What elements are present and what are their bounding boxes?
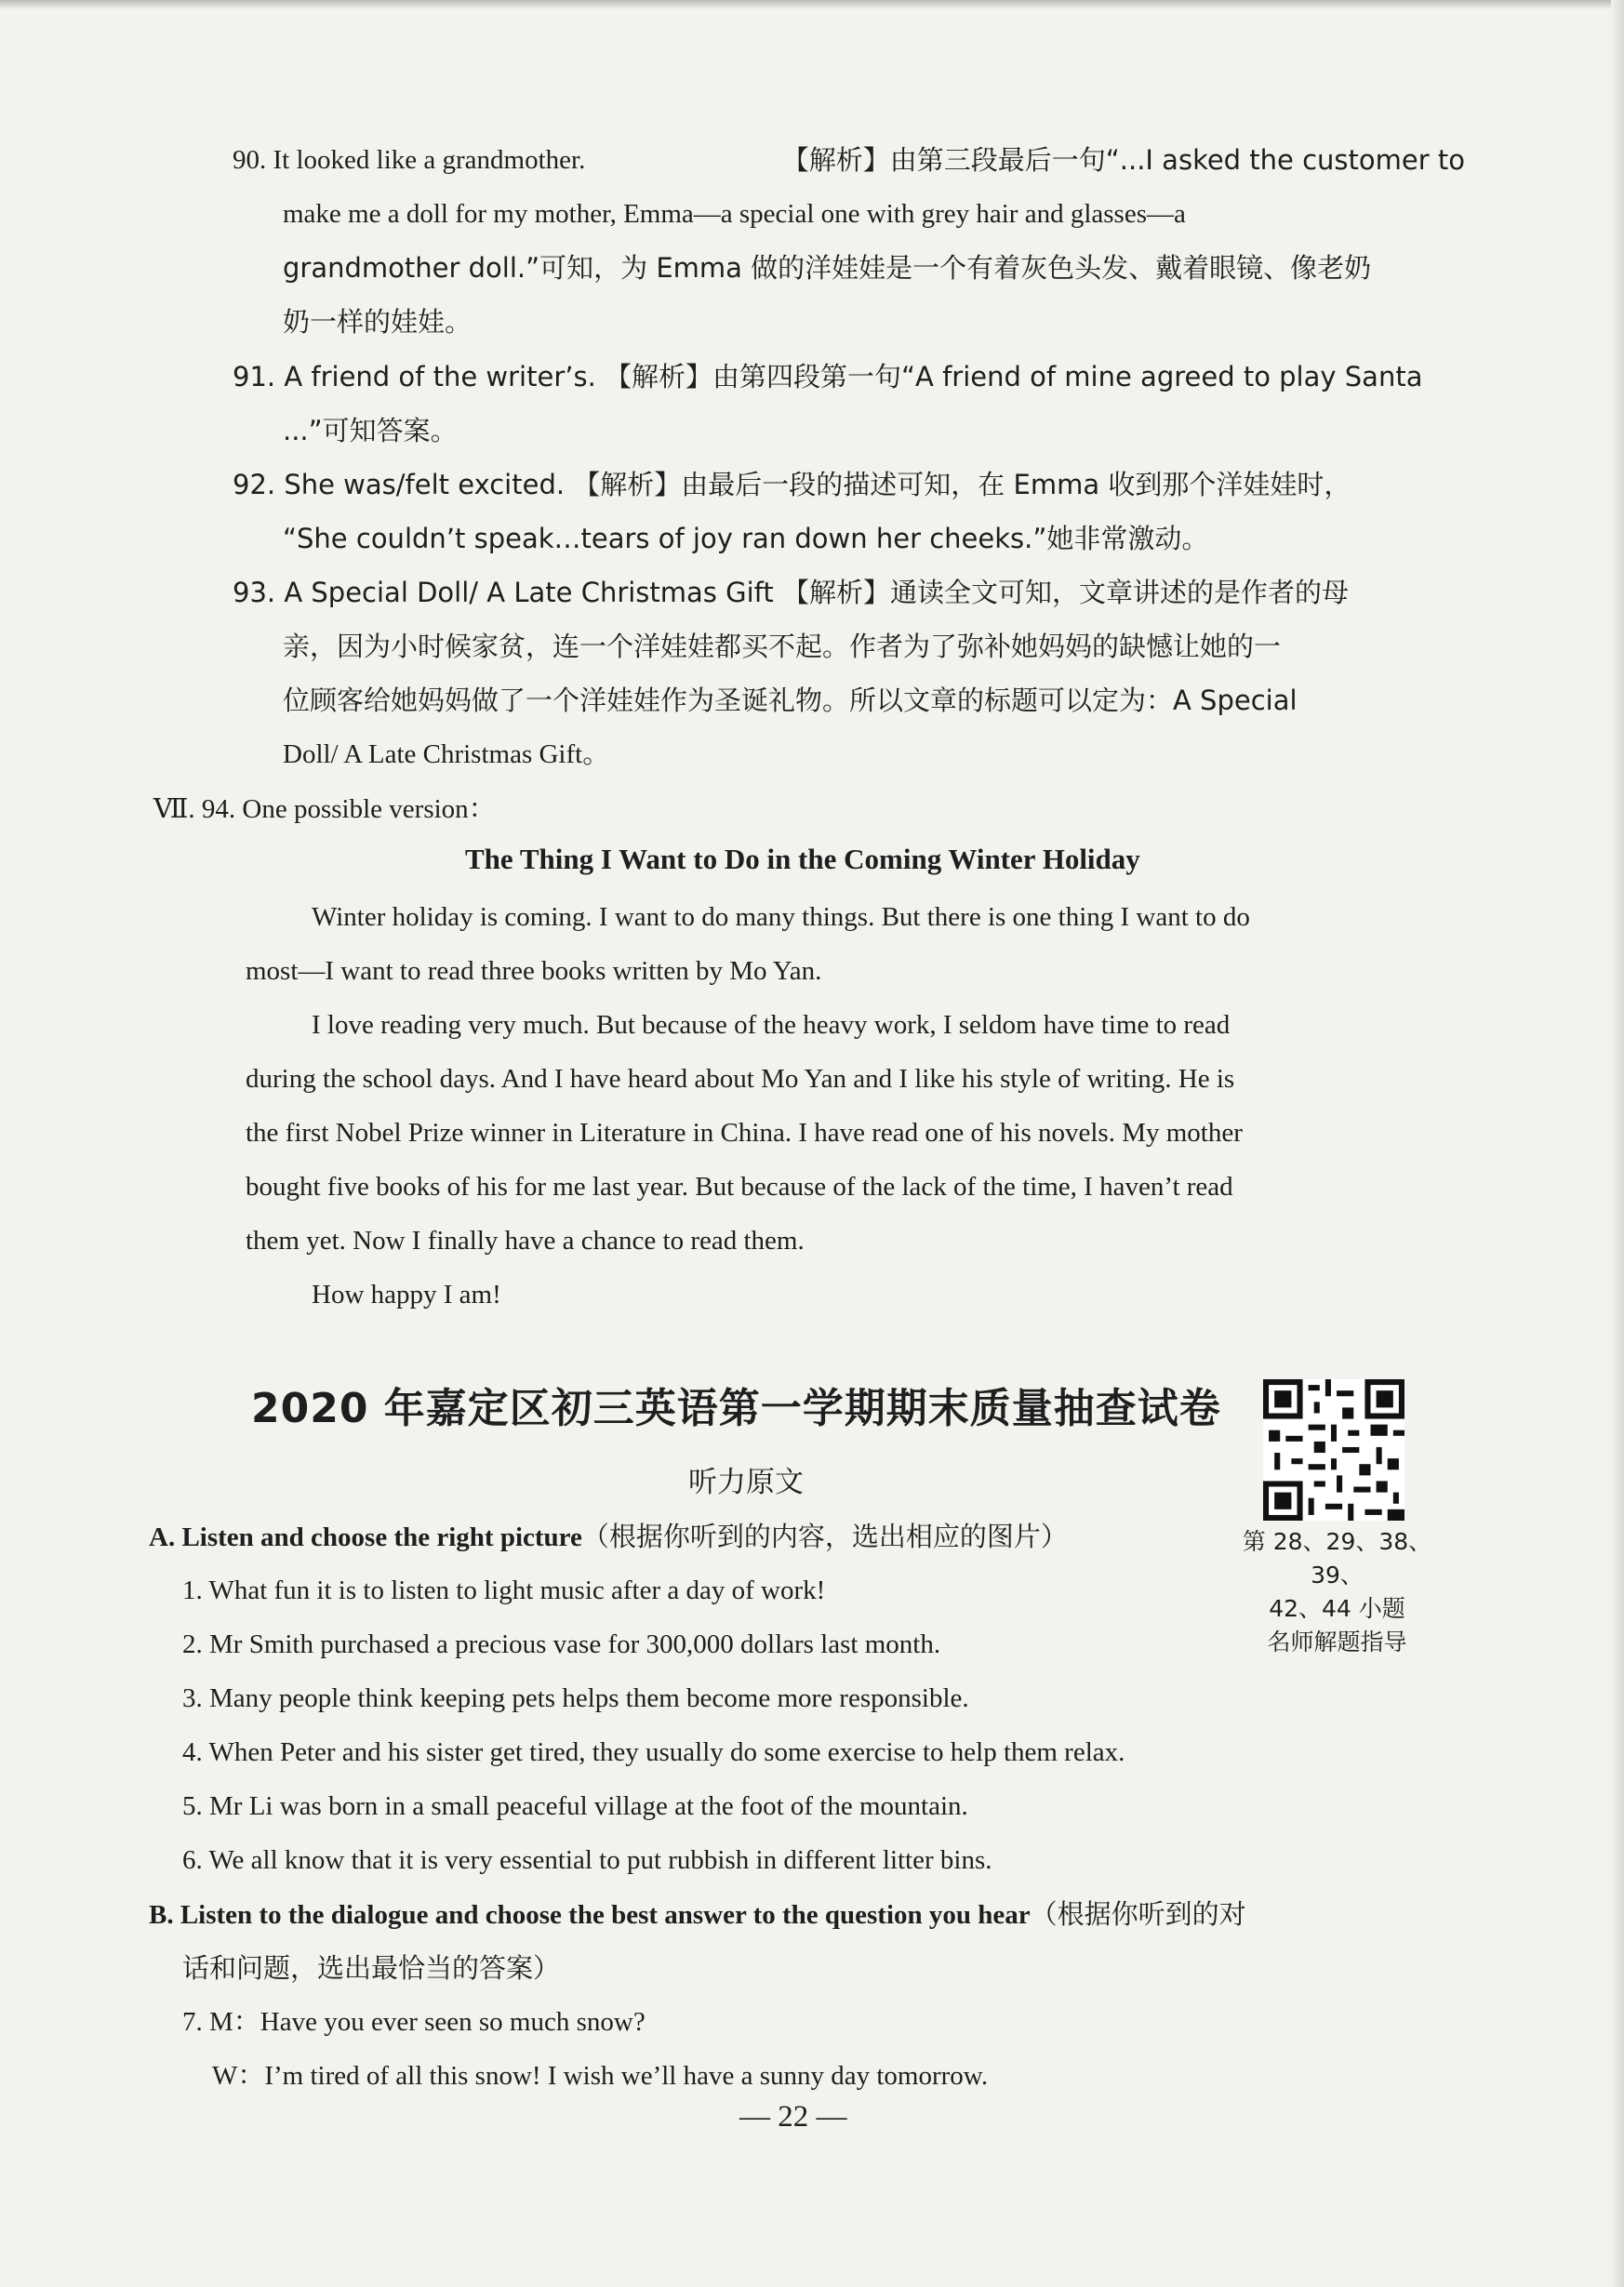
listening-item-4: 4. When Peter and his sister get tired, they usually do some exercise to help them relax. (182, 1737, 1125, 1767)
section-b-note: （根据你听到的对 (1030, 1898, 1246, 1930)
listening-item-6: 6. We all know that it is very essential to put rubbish in different litter bins. (182, 1845, 992, 1875)
essay-p3: How happy I am! (312, 1280, 501, 1310)
answer-90-line-1 (233, 141, 1465, 179)
section-b-title: B. Listen to the dialogue and choose the best answer to the question you hear (149, 1900, 1031, 1930)
answer-93-line-4: Doll/ A Late Christmas Gift。 (283, 739, 610, 769)
listening-item-2: 2. Mr Smith purchased a precious vase for 300,000 dollars last month. (182, 1629, 941, 1659)
essay-p1-line-1: Winter holiday is coming. I want to do many things. But there is one thing I want to do (312, 902, 1250, 932)
page-top-edge (0, 0, 1624, 9)
answer-90-analysis: 【解析】由第三段最后一句“...I asked the customer to (781, 144, 1465, 176)
page-right-edge (1611, 0, 1624, 2287)
section-a-note: （根据你听到的内容，选出相应的图片） (581, 1521, 1068, 1552)
essay-p1-line-2: most—I want to read three books written by Mo Yan. (246, 956, 822, 986)
writing-intro: Ⅶ. 94. One possible version： (153, 794, 496, 824)
essay-p2-line-4: bought five books of his for me last year. But because of the lack of the time, I haven’t read (246, 1172, 1233, 1202)
exam-title: 2020 年嘉定区初三英语第一学期期末质量抽查试卷 (251, 1385, 1221, 1432)
qr-caption (1232, 1525, 1442, 1659)
page-number: — 22 — (739, 2100, 847, 2134)
section-a-heading (149, 1518, 1068, 1556)
exam-subtitle: 听力原文 (688, 1466, 804, 1499)
section-a-title: A. Listen and choose the right picture (149, 1522, 582, 1552)
essay-p2-line-5: them yet. Now I finally have a chance to read them. (246, 1226, 805, 1256)
answer-91-line-1: 91. A friend of the writer’s. 【解析】由第四段第一句“A friend of mine agreed to play Santa (233, 361, 1423, 392)
essay-p2-line-3: the first Nobel Prize winner in Literature in China. I have read one of his novels. My mother (246, 1118, 1243, 1148)
section-b-heading (149, 1895, 1246, 1934)
answer-91-line-2: ...”可知答案。 (283, 415, 458, 446)
essay-p2-line-1: I love reading very much. But because of the heavy work, I seldom have time to read (312, 1010, 1231, 1040)
listening-item-3: 3. Many people think keeping pets helps them become more responsible. (182, 1683, 969, 1713)
qr-caption-line-2: 42、44 小题 (1269, 1595, 1405, 1622)
answer-93-line-1: 93. A Special Doll/ A Late Christmas Gift 【解析】通读全文可知，文章讲述的是作者的母 (233, 577, 1349, 608)
answer-92-line-1: 92. She was/felt excited. 【解析】由最后一段的描述可知，在 Emma 收到那个洋娃娃时， (233, 469, 1351, 500)
essay-p2-line-2: during the school days. And I have heard about Mo Yan and I like his style of writing. He is (246, 1064, 1235, 1094)
qr-caption-line-3: 名师解题指导 (1267, 1629, 1407, 1655)
dialogue-7-man: 7. M：Have you ever seen so much snow? (182, 2007, 646, 2037)
qr-caption-line-1: 第 28、29、38、39、 (1242, 1528, 1432, 1589)
qr-code-icon[interactable] (1263, 1379, 1404, 1521)
answer-90-text: 90. It looked like a grandmother. (233, 145, 586, 175)
answer-93-line-2: 亲，因为小时候家贫，连一个洋娃娃都买不起。作者为了弥补她妈妈的缺憾让她的一 (283, 631, 1282, 662)
answer-90-line-3: grandmother doll.”可知，为 Emma 做的洋娃娃是一个有着灰色头发、戴着眼镜、像老奶 (283, 252, 1372, 284)
section-b-note-line-2: 话和问题，选出最恰当的答案） (182, 1952, 561, 1984)
listening-item-5: 5. Mr Li was born in a small peaceful village at the foot of the mountain. (182, 1791, 968, 1821)
answer-90-line-2: make me a doll for my mother, Emma—a special one with grey hair and glasses—a (283, 199, 1186, 229)
dialogue-7-woman: W：I’m tired of all this snow! I wish we’ll have a sunny day tomorrow. (212, 2061, 989, 2091)
essay-title: The Thing I Want to Do in the Coming Winter Holiday (465, 843, 1140, 875)
answer-93-line-3: 位顾客给她妈妈做了一个洋娃娃作为圣诞礼物。所以文章的标题可以定为：A Special (283, 685, 1298, 716)
listening-item-1: 1. What fun it is to listen to light music after a day of work! (182, 1576, 826, 1605)
answer-92-line-2: “She couldn’t speak…tears of joy ran down her cheeks.”她非常激动。 (283, 523, 1209, 554)
answer-90-line-4: 奶一样的娃娃。 (283, 306, 473, 338)
